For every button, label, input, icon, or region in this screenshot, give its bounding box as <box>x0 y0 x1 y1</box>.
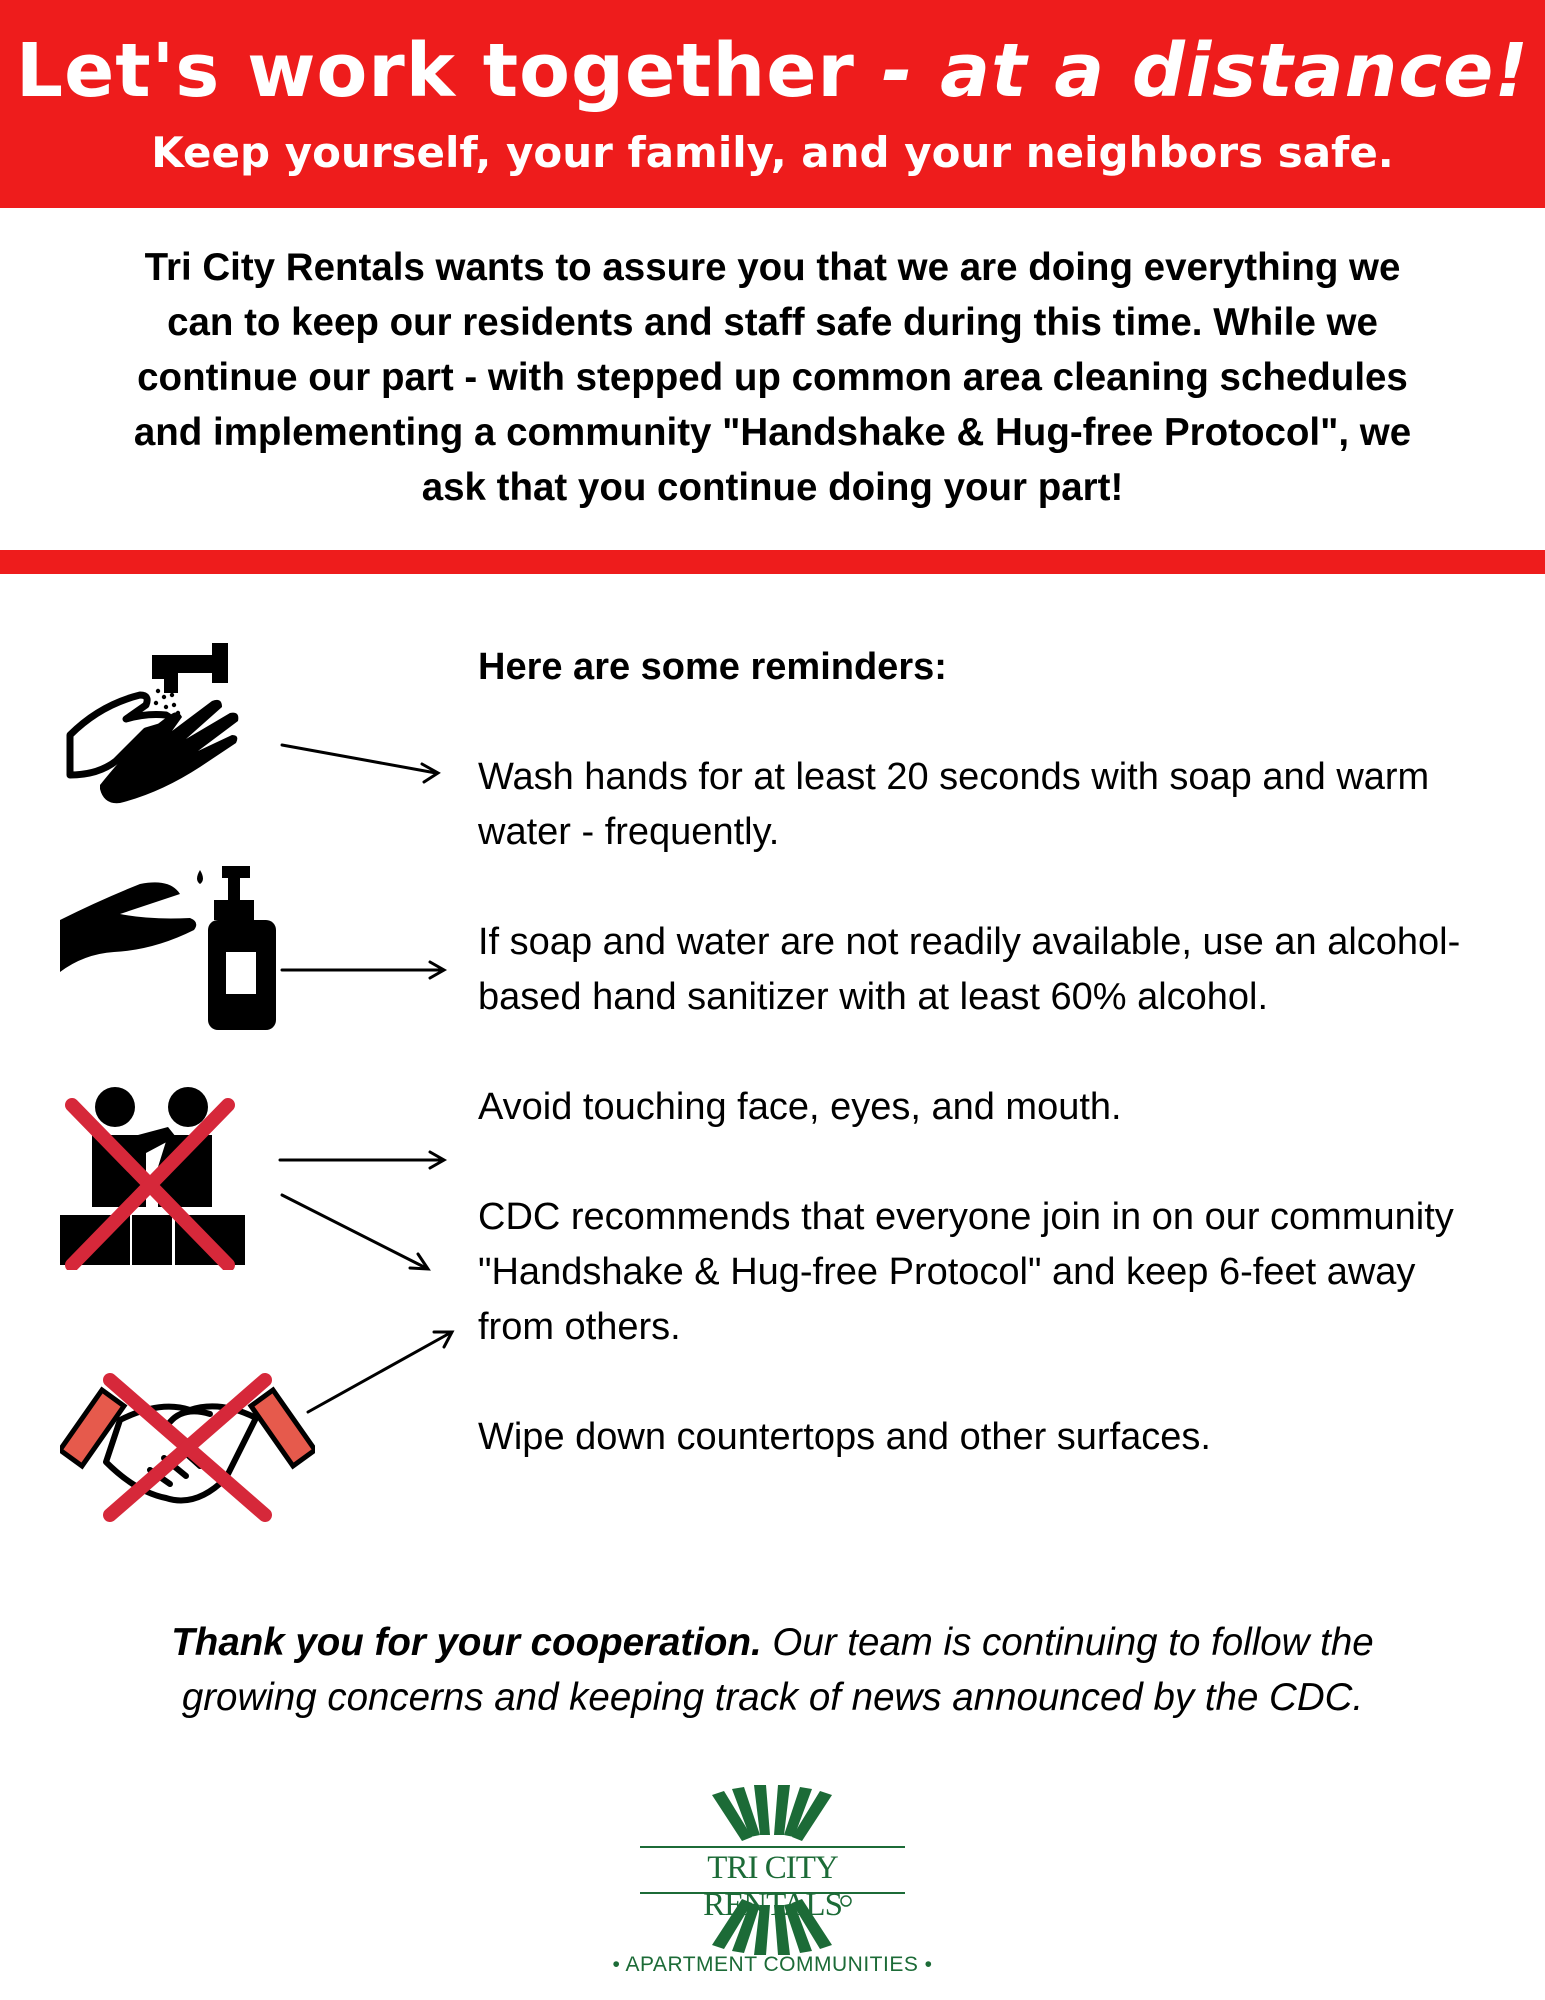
title-emphasis: - at a distance! <box>854 28 1530 114</box>
logo-name: TRI CITY RENTALS <box>703 1850 842 1923</box>
reminder-item: If soap and water are not readily available, use an alcohol-based hand sanitizer with at least 60% alcohol. <box>478 921 1461 1018</box>
arrow-3 <box>280 1152 444 1168</box>
thanks-bold: Thank you for your cooperation. <box>171 1621 762 1664</box>
arrow-5 <box>308 1332 452 1412</box>
reminder-item: Wipe down countertops and other surfaces. <box>478 1416 1211 1458</box>
thanks-paragraph <box>120 1615 1425 1725</box>
arrow-1 <box>282 745 438 782</box>
hand-sanitizer-icon <box>60 860 280 1030</box>
company-logo <box>612 1785 933 1976</box>
page-subtitle: Keep yourself, your family, and your neighbors safe. <box>151 128 1394 177</box>
no-hugging-icon <box>60 1085 245 1270</box>
no-handshake-icon <box>60 1350 315 1530</box>
thanks-rest: Our team is continuing to follow the growing concerns and keeping track of news announced by the CDC. <box>181 1621 1374 1719</box>
logo-tagline: • APARTMENT COMMUNITIES • <box>612 1953 933 1976</box>
arrow-2 <box>282 962 444 978</box>
reminder-item: Avoid touching face, eyes, and mouth. <box>478 1086 1122 1128</box>
red-divider <box>0 550 1545 574</box>
reminders-section <box>478 640 1488 1520</box>
title-main: Let's work together <box>15 28 855 114</box>
intro-paragraph: Tri City Rentals wants to assure you that we are doing everything we can to keep our residents and staff safe during this time. While we continue our part - with stepped up common area cleaning schedules and implementing a community "Handshake & Hug-free Protocol", we ask that you continue doing your part! <box>133 246 1412 509</box>
reminder-item: Wash hands for at least 20 seconds with soap and warm water - frequently. <box>478 756 1430 853</box>
header-banner <box>0 0 1545 208</box>
page-title <box>0 28 1545 114</box>
reminder-item: CDC recommends that everyone join in on our community "Handshake & Hug-free Protocol" and keep 6-feet away from others. <box>478 1196 1454 1348</box>
hand-washing-icon <box>60 635 250 825</box>
arrow-4 <box>282 1195 428 1269</box>
reminders-heading: Here are some reminders: <box>478 646 947 688</box>
